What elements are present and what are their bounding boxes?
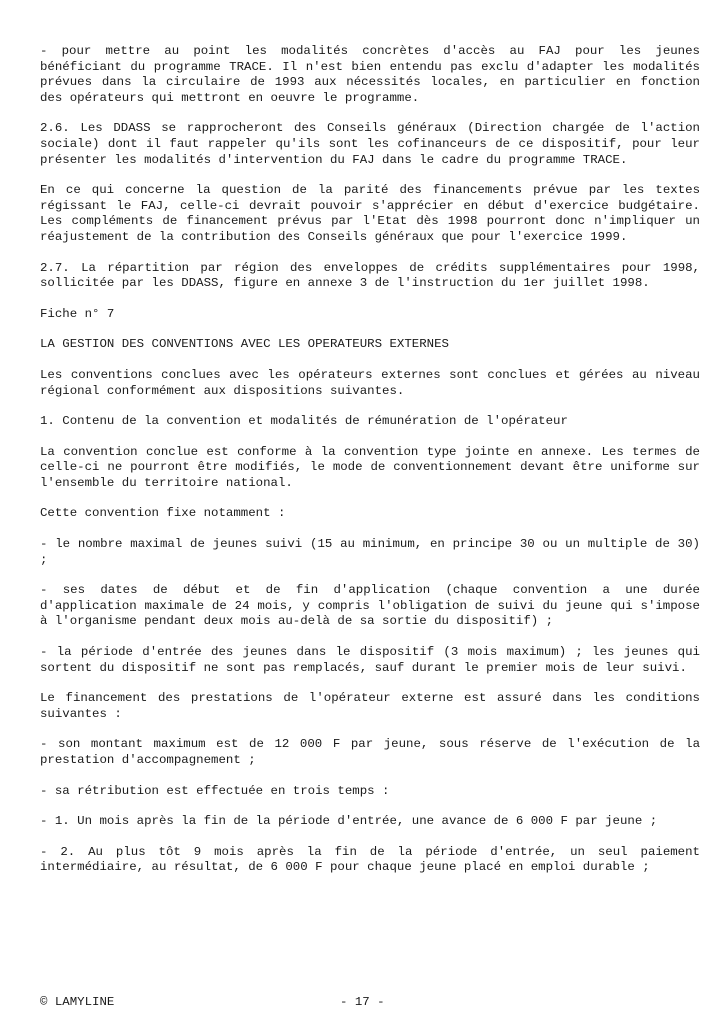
section-title: LA GESTION DES CONVENTIONS AVEC LES OPERATEURS EXTERNES	[40, 337, 449, 352]
list-item-nombre-jeunes: - le nombre maximal de jeunes suivi (15 au minimum, en principe 30 ou un multiple de 30) ;	[40, 537, 700, 567]
paragraph-2-6: 2.6. Les DDASS se rapprocheront des Conseils généraux (Direction chargée de l'action sociale) dont il faut rappeler qu'ils sont les cofinanceurs de ce dispositif, pour leur présenter les modalités d'intervention du FAJ dans le cadre du programme TRACE.	[40, 121, 700, 167]
paragraph-convention-type: La convention conclue est conforme à la convention type jointe en annexe. Les termes de celle-ci ne pourront être modifiés, le mode de conventionnement devant être uniforme sur l'ensemble du territoire national.	[40, 444, 700, 490]
paragraph-financement: Le financement des prestations de l'opérateur externe est assuré dans les conditions suivantes :	[40, 691, 700, 721]
paragraph-faj-modalites: - pour mettre au point les modalités concrètes d'accès au FAJ pour les jeunes bénéficiant du programme TRACE. Il n'est bien entendu pas exclu d'adapter les modalités prévues dans la circulaire de 1993 aux nécessités locales, en particulier en fonction des opérateurs qui mettront en oeuvre le programme.	[40, 44, 700, 105]
list-item-montant: - son montant maximum est de 12 000 F par jeune, sous réserve de l'exécution de la prestation d'accompagnement ;	[40, 737, 700, 767]
list-item-periode-entree: - la période d'entrée des jeunes dans le dispositif (3 mois maximum) ; les jeunes qui sortent du dispositif ne sont pas remplacés, sauf durant le premier mois de leur suivi.	[40, 645, 700, 675]
paragraph-parite: En ce qui concerne la question de la parité des financements prévue par les textes régissant le FAJ, celle-ci devrait pouvoir s'apprécier en début d'exercice budgétaire. Les compléments de financement prévus par l'Etat dès 1998 pourront donc n'impliquer un réajustement de la contribution des Conseils généraux que pour l'exercice 1999.	[40, 183, 700, 244]
list-item-retribution: - sa rétribution est effectuée en trois temps :	[40, 783, 390, 798]
paragraph-conventions-intro: Les conventions conclues avec les opérateurs externes sont conclues et gérées au niveau régional conformément aux dispositions suivantes.	[40, 367, 700, 398]
page-number: - 17 -	[340, 995, 385, 1009]
paragraph-fixe-notamment: Cette convention fixe notamment :	[40, 506, 286, 521]
fiche-heading: Fiche n° 7	[40, 306, 115, 321]
subsection-heading-1: 1. Contenu de la convention et modalités de rémunération de l'opérateur	[40, 414, 568, 429]
list-item-avance: - 1. Un mois après la fin de la période d'entrée, une avance de 6 000 F par jeune ;	[40, 814, 658, 829]
paragraph-2-7: 2.7. La répartition par région des enveloppes de crédits supplémentaires pour 1998, sollicitée par les DDASS, figure en annexe 3 de l'instruction du 1er juillet 1998.	[40, 260, 700, 291]
list-item-dates: - ses dates de début et de fin d'application (chaque convention a une durée d'application maximale de 24 mois, y compris l'obligation de suivi du jeune qui s'impose à l'organisme pendant deux mois au-delà de sa sortie du dispositif) ;	[40, 583, 700, 629]
list-item-paiement-intermediaire: - 2. Au plus tôt 9 mois après la fin de la période d'entrée, un seul paiement intermédiaire, au résultat, de 6 000 F pour chaque jeune placé en emploi durable ;	[40, 844, 700, 875]
publisher-label: © LAMYLINE	[40, 995, 115, 1009]
document-page	[40, 44, 700, 891]
